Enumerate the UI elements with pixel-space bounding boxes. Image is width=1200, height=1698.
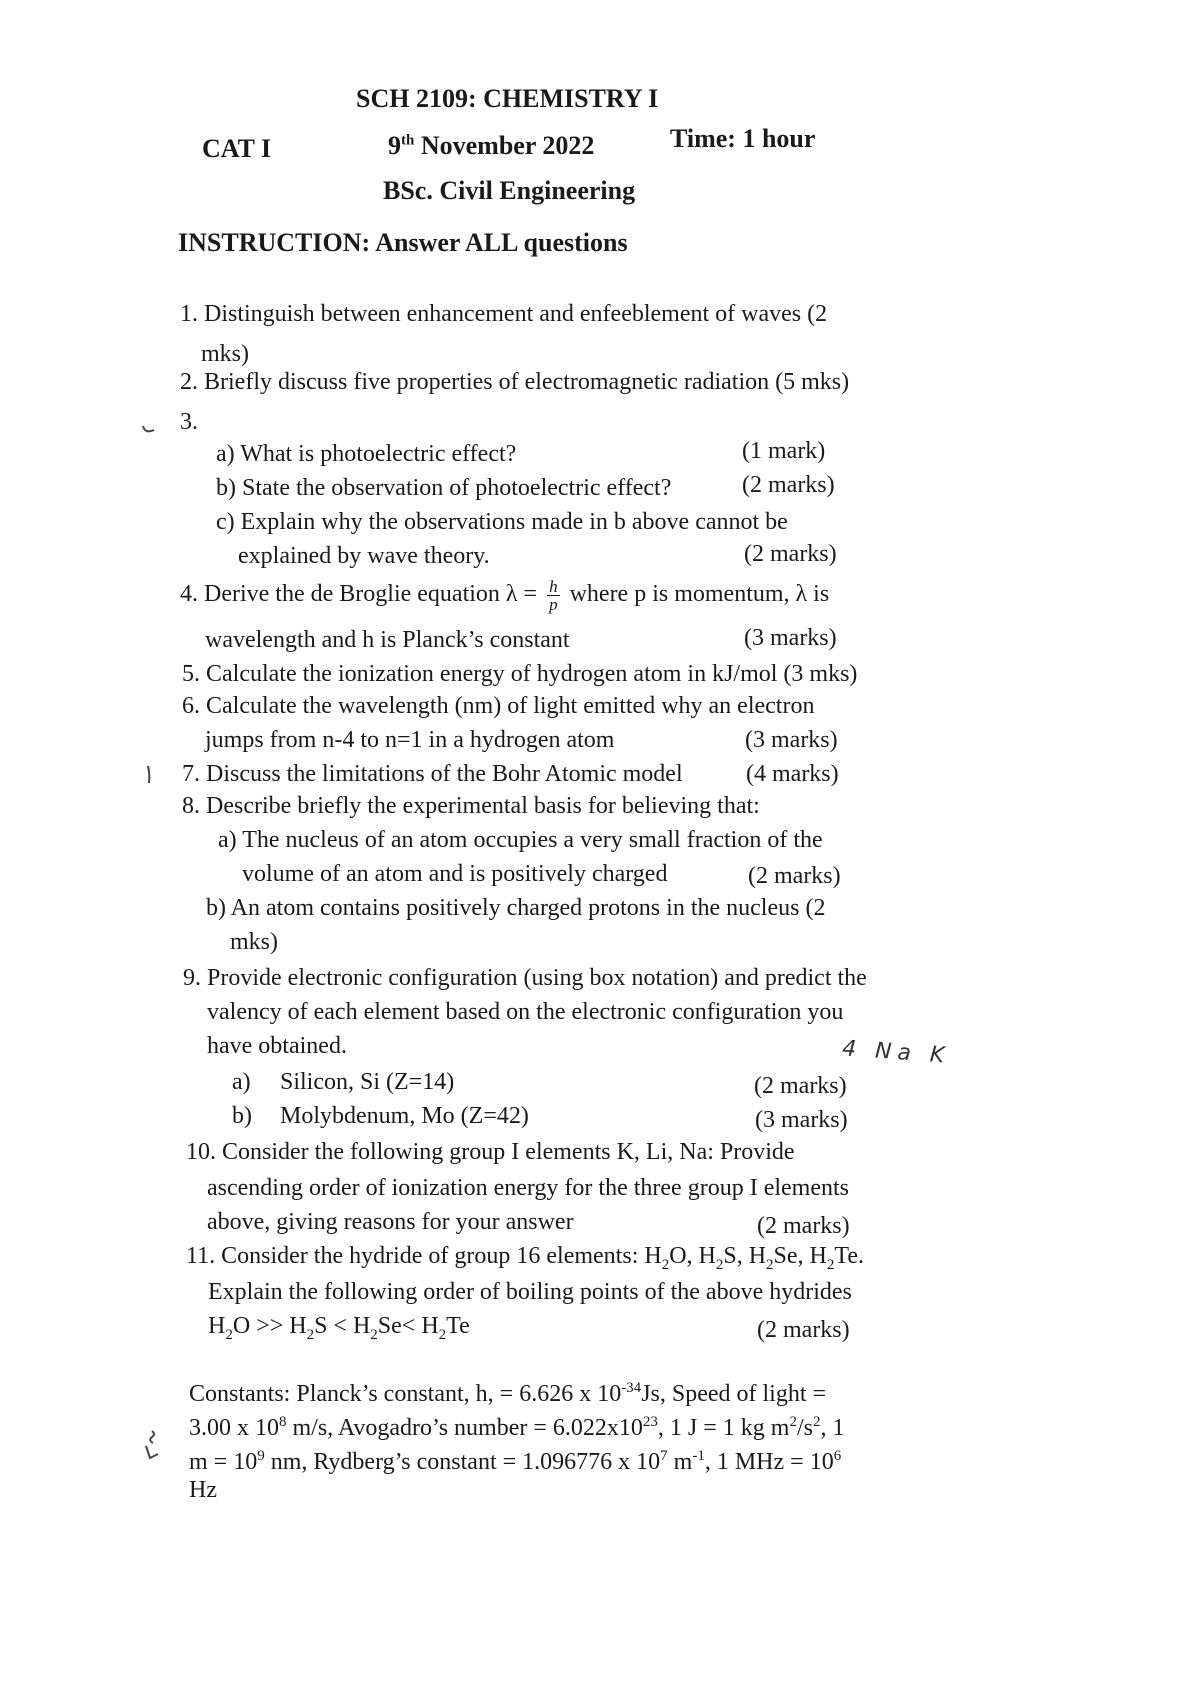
question-10-marks: (2 marks) — [757, 1213, 850, 1239]
question-11-line-1: 11. Consider the hydride of group 16 elements: $H_2O$, $H_2S$, $H_2Se$, $H_2Te$. — [186, 1243, 865, 1273]
question-9a-marks: (2 marks) — [754, 1073, 847, 1099]
question-9-line-2: valency of each element based on the electronic configuration you — [207, 999, 844, 1025]
question-9b-marks: (3 marks) — [755, 1107, 848, 1133]
program-name: BSc. Civil Engineering — [383, 176, 636, 205]
question-2: 2. Briefly discuss five properties of electromagnetic radiation (5 mks) — [180, 369, 850, 395]
question-7-marks: (4 marks) — [746, 761, 839, 787]
question-6-marks: (3 marks) — [745, 727, 838, 753]
question-10-line-1: 10. Consider the following group I elements K, Li, Na: Provide — [186, 1139, 795, 1165]
question-3a: a) What is photoelectric effect? — [216, 441, 517, 467]
constants-line-4: Hz — [189, 1477, 217, 1503]
question-4-line-2: wavelength and h is Planck’s constant — [205, 627, 570, 653]
question-11-line-2: Explain the following order of boiling points of the above hydrides — [208, 1279, 852, 1305]
course-title: SCH 2109: CHEMISTRY I — [356, 84, 659, 113]
pen-squiggle-mark — [138, 1428, 162, 1464]
question-3c-line-2: explained by wave theory. — [238, 543, 490, 569]
question-9-line-1: 9. Provide electronic configuration (using box notation) and predict the — [183, 965, 867, 991]
question-9b-label: b) — [232, 1103, 252, 1129]
question-6-line-2: jumps from n-4 to n=1 in a hydrogen atom — [205, 727, 615, 753]
question-8b-line-1: b) An atom contains positively charged protons in the nucleus (2 — [206, 895, 826, 921]
question-3a-marks: (1 mark) — [742, 438, 826, 464]
question-10-line-2: ascending order of ionization energy for the three group I elements — [207, 1175, 849, 1201]
pen-tick-mark — [140, 422, 158, 438]
constants-line-1: Constants: Planck’s constant, h, = 6.626 x $10^{-34}Js$, Speed of light = — [189, 1380, 827, 1407]
question-8-line-1: 8. Describe briefly the experimental basis for believing that: — [182, 793, 760, 819]
question-5: 5. Calculate the ionization energy of hydrogen atom in kJ/mol (3 mks) — [182, 661, 858, 687]
question-9a-label: a) — [232, 1069, 251, 1095]
question-7: 7. Discuss the limitations of the Bohr Atomic model — [182, 761, 683, 787]
question-3b-marks: (2 marks) — [742, 472, 835, 498]
question-9-line-3: have obtained. — [207, 1033, 347, 1059]
de-broglie-fraction: $\frac{h}{p}$ — [549, 577, 558, 614]
question-8a-line-1: a) The nucleus of an atom occupies a very small fraction of the — [218, 827, 823, 853]
constants-line-2: 3.00 x $10^8$ m/s, Avogadro’s number = $6.022x10^{23}$, 1 J = 1 kg $m^2/s^2$, 1 — [189, 1414, 845, 1441]
question-10-line-3: above, giving reasons for your answer — [207, 1209, 574, 1235]
exam-date: 9th November 2022 — [388, 131, 595, 160]
question-9b: Molybdenum, Mo (Z=42) — [280, 1103, 529, 1129]
question-3c-marks: (2 marks) — [744, 541, 837, 567]
question-8a-line-2: volume of an atom and is positively charged — [242, 861, 668, 887]
question-11-order: $H_2O >> H_2S < H_2Se< H_2Te$ — [208, 1313, 470, 1343]
question-3c-line-1: c) Explain why the observations made in b above cannot be — [216, 509, 788, 535]
question-8a-marks: (2 marks) — [748, 863, 841, 889]
question-3b: b) State the observation of photoelectric effect? — [216, 475, 672, 501]
question-6-line-1: 6. Calculate the wavelength (nm) of light emitted why an electron — [182, 693, 815, 719]
instruction: INSTRUCTION: Answer ALL questions — [178, 228, 628, 257]
question-1-line-2: mks) — [201, 341, 249, 367]
question-1-line-1: 1. Distinguish between enhancement and enfeeblement of waves (2 — [180, 301, 828, 327]
exam-time: Time: 1 hour — [670, 124, 816, 153]
question-4-line-1: 4. Derive the de Broglie equation λ = $\frac{h}{p}$ where p is momentum, λ is — [180, 577, 830, 614]
handwritten-note: 4 Na K — [841, 1036, 952, 1069]
question-9a: Silicon, Si (Z=14) — [280, 1069, 455, 1095]
question-11-marks: (2 marks) — [757, 1317, 850, 1343]
question-8b-line-2: mks) — [230, 929, 278, 955]
constants-line-3: $m = 10^9$ nm, Rydberg’s constant = 1.096776 x $10^7$ $m^{-1}$, 1 MHz = $10^6$ — [189, 1448, 842, 1475]
question-4-marks: (3 marks) — [744, 625, 837, 651]
question-3-number: 3. — [180, 409, 198, 435]
cat-label: CAT I — [202, 134, 272, 163]
pen-stroke-mark — [144, 764, 154, 786]
